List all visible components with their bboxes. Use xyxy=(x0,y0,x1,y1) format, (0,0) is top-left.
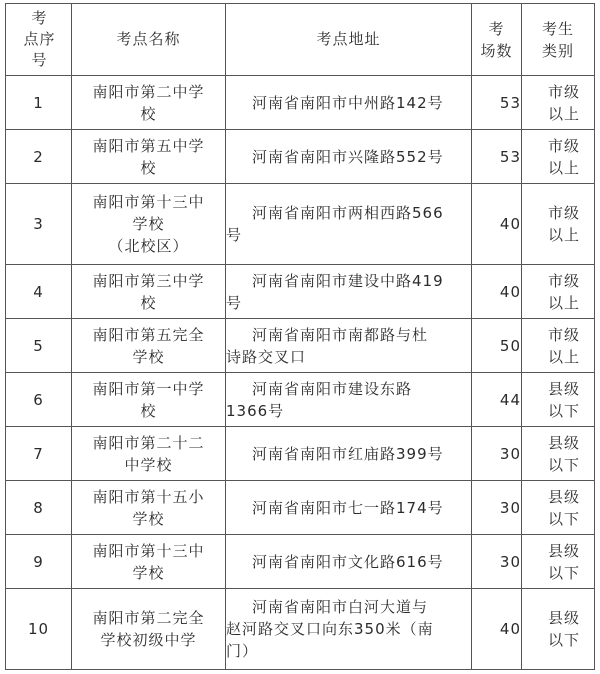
cell-candidate-category: 市级 以上 xyxy=(522,265,595,319)
cell-site-address: 河南省南阳市南都路与杜 诗路交叉口 xyxy=(226,319,472,373)
cell-candidate-category: 市级 以上 xyxy=(522,319,595,373)
cell-index: 3 xyxy=(6,184,72,265)
cell-room-count: 53 xyxy=(472,130,522,184)
cell-site-address: 河南省南阳市白河大道与 赵河路交叉口向东350米（南 门） xyxy=(226,589,472,670)
cell-candidate-category: 市级 以上 xyxy=(522,184,595,265)
table-row xyxy=(6,481,595,535)
cell-candidate-category: 市级 以上 xyxy=(522,76,595,130)
cell-site-address: 河南省南阳市兴隆路552号 xyxy=(226,130,472,184)
cell-site-name: 南阳市第十三中 学校 xyxy=(72,535,226,589)
cell-site-name: 南阳市第五完全 学校 xyxy=(72,319,226,373)
table-row xyxy=(6,319,595,373)
cell-index: 4 xyxy=(6,265,72,319)
cell-site-address: 河南省南阳市建设东路 1366号 xyxy=(226,373,472,427)
cell-site-name: 南阳市第十五小 学校 xyxy=(72,481,226,535)
cell-candidate-category: 县级 以下 xyxy=(522,481,595,535)
header-room-count: 考 场数 xyxy=(472,4,522,76)
cell-site-name: 南阳市第二中学 校 xyxy=(72,76,226,130)
cell-candidate-category: 县级 以下 xyxy=(522,427,595,481)
cell-index: 9 xyxy=(6,535,72,589)
cell-index: 8 xyxy=(6,481,72,535)
table-row xyxy=(6,184,595,265)
cell-site-address: 河南省南阳市文化路616号 xyxy=(226,535,472,589)
cell-index: 6 xyxy=(6,373,72,427)
header-index: 考 点序 号 xyxy=(6,4,72,76)
header-candidate-category: 考生 类别 xyxy=(522,4,595,76)
header-site-name: 考点名称 xyxy=(72,4,226,76)
cell-index: 10 xyxy=(6,589,72,670)
cell-candidate-category: 县级 以下 xyxy=(522,535,595,589)
table-row xyxy=(6,427,595,481)
cell-site-address: 河南省南阳市中州路142号 xyxy=(226,76,472,130)
table-row xyxy=(6,373,595,427)
cell-site-name: 南阳市第十三中 学校 （北校区） xyxy=(72,184,226,265)
table-row xyxy=(6,589,595,670)
cell-room-count: 30 xyxy=(472,427,522,481)
cell-site-name: 南阳市第五中学 校 xyxy=(72,130,226,184)
cell-room-count: 40 xyxy=(472,184,522,265)
cell-room-count: 30 xyxy=(472,481,522,535)
cell-room-count: 53 xyxy=(472,76,522,130)
cell-room-count: 30 xyxy=(472,535,522,589)
cell-site-address: 河南省南阳市七一路174号 xyxy=(226,481,472,535)
header-site-address: 考点地址 xyxy=(226,4,472,76)
cell-index: 2 xyxy=(6,130,72,184)
cell-site-name: 南阳市第二完全 学校初级中学 xyxy=(72,589,226,670)
cell-candidate-category: 县级 以下 xyxy=(522,373,595,427)
cell-index: 5 xyxy=(6,319,72,373)
table-header-row xyxy=(6,4,595,76)
cell-index: 1 xyxy=(6,76,72,130)
table-row xyxy=(6,76,595,130)
cell-candidate-category: 县级 以下 xyxy=(522,589,595,670)
cell-room-count: 40 xyxy=(472,589,522,670)
cell-room-count: 50 xyxy=(472,319,522,373)
cell-site-name: 南阳市第三中学 校 xyxy=(72,265,226,319)
cell-room-count: 40 xyxy=(472,265,522,319)
cell-site-address: 河南省南阳市两相西路566 号 xyxy=(226,184,472,265)
table-row xyxy=(6,265,595,319)
cell-site-name: 南阳市第一中学 校 xyxy=(72,373,226,427)
cell-site-name: 南阳市第二十二 中学校 xyxy=(72,427,226,481)
table-row xyxy=(6,535,595,589)
cell-site-address: 河南省南阳市红庙路399号 xyxy=(226,427,472,481)
cell-candidate-category: 市级 以上 xyxy=(522,130,595,184)
exam-site-table xyxy=(5,3,595,670)
cell-index: 7 xyxy=(6,427,72,481)
cell-room-count: 44 xyxy=(472,373,522,427)
table-row xyxy=(6,130,595,184)
cell-site-address: 河南省南阳市建设中路419 号 xyxy=(226,265,472,319)
